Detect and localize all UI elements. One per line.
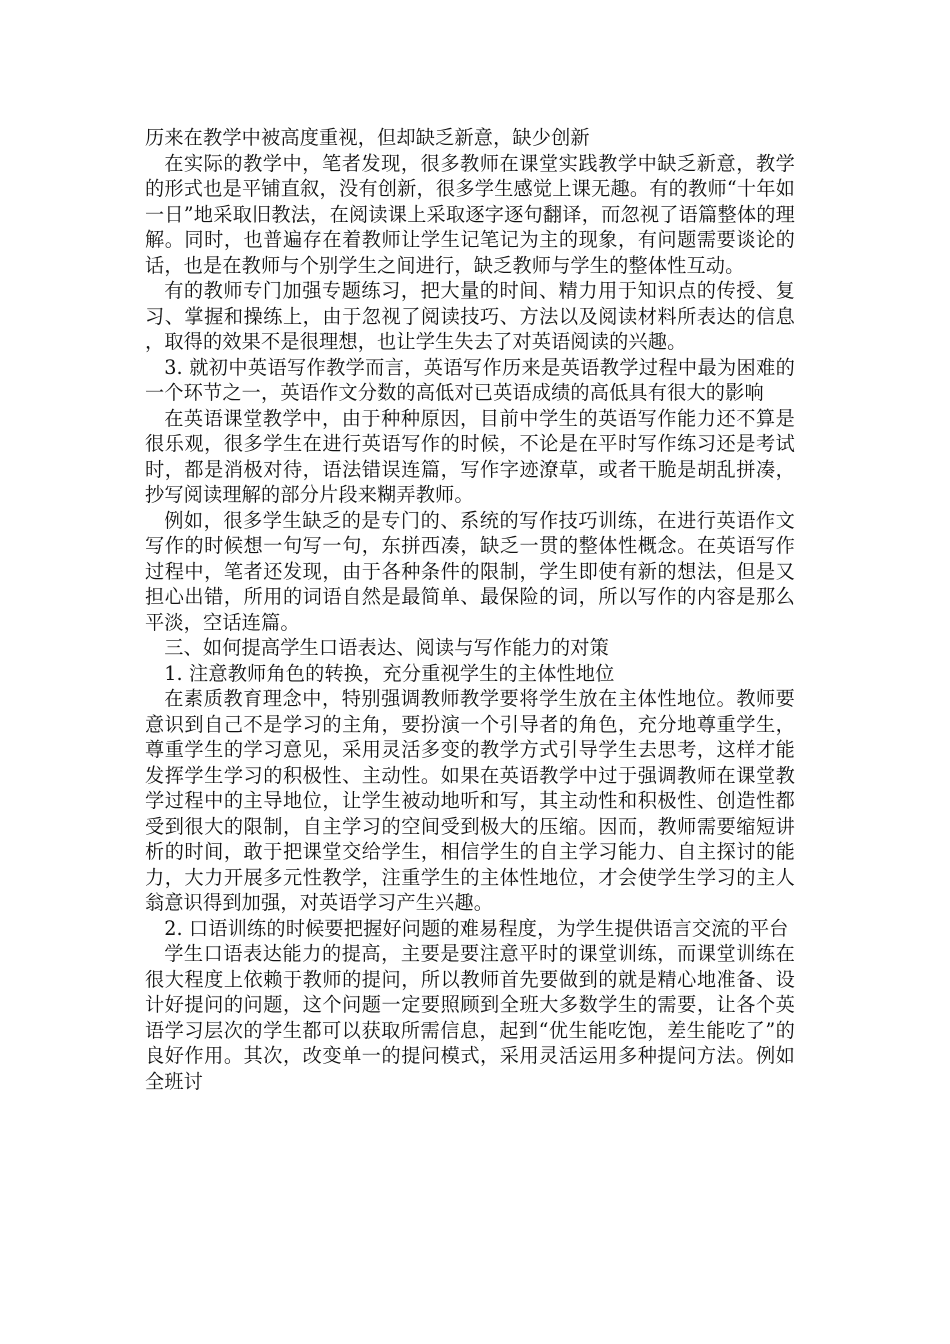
paragraph-3: 有的教师专门加强专题练习，把大量的时间、精力用于知识点的传授、复习、掌握和操练上，由于忽视了阅读技巧、方法以及阅读材料所表达的信息，取得的效果不是很理想，也让学生失去了对英语阅读的兴趣。 (145, 279, 795, 353)
section-heading: 三、如何提高学生口语表达、阅读与写作能力的对策 (164, 636, 609, 659)
subheading-1: 1. 注意教师角色的转换，充分重视学生的主体性地位 (164, 661, 615, 685)
subheading-2: 2. 口语训练的时候要把握好问题的难易程度，为学生提供语言交流的平台 (164, 916, 789, 940)
paragraph-5: 在英语课堂教学中，由于种种原因，目前中学生的英语写作能力还不算是很乐观，很多学生在进行英语写作的时候，不论是在平时写作练习还是考试时，都是消极对待，语法错误连篇，写作字迹潦草，或者干脆是胡乱拼凑，抄写阅读理解的部分片段来糊弄教师。 (145, 406, 795, 506)
paragraph-9: 在素质教育理念中，特别强调教师教学要将学生放在主体性地位。教师要意识到自己不是学习的主角，要扮演一个引导者的角色，充分地尊重学生，尊重学生的学习意见，采用灵活多变的教学方式引导学生去思考，这样才能发挥学生学习的积极性、主动性。如果在英语教学中过于强调教师在课堂教学过程中的主导地位，让学生被动地听和写，其主动性和积极性、创造性都受到很大的限制，自主学习的空间受到极大的压缩。因而，教师需要缩短讲析的时间，敢于把课堂交给学生，相信学生的自主学习能力、自主探讨的能力，大力开展多元性教学，注重学生的主体性地位，才会使学生学习的主人翁意识得到加强，对英语学习产生兴趣。 (145, 687, 795, 914)
document-body (145, 125, 795, 1094)
paragraph-1: 历来在教学中被高度重视，但却缺乏新意，缺少创新 (145, 126, 590, 149)
paragraph-4-heading: 3. 就初中英语写作教学而言，英语写作历来是英语教学过程中最为困难的一个环节之一，英语作文分数的高低对已英语成绩的高低具有很大的影响 (145, 355, 795, 404)
paragraph-2: 在实际的教学中，笔者发现，很多教师在课堂实践教学中缺乏新意，教学的形式也是平铺直叙，没有创新，很多学生感觉上课无趣。有的教师“十年如一日”地采取旧教法，在阅读课上采取逐字逐句翻译，而忽视了语篇整体的理解。同时，也普遍存在着教师让学生记笔记为主的现象，有问题需要谈论的话，也是在教师与个别学生之间进行，缺乏教师与学生的整体性互动。 (145, 151, 795, 277)
paragraph-11: 学生口语表达能力的提高，主要是要注意平时的课堂训练，而课堂训练在很大程度上依赖于教师的提问，所以教师首先要做到的就是精心地准备、设计好提问的问题，这个问题一定要照顾到全班大多数学生的需要，让各个英语学习层次的学生都可以获取所需信息，起到“优生能吃饱，差生能吃了”的良好作用。其次，改变单一的提问模式，采用灵活运用多种提问方法。例如全班讨 (145, 942, 795, 1093)
paragraph-6: 例如，很多学生缺乏的是专门的、系统的写作技巧训练，在进行英语作文写作的时候想一句写一句，东拼西凑，缺乏一贯的整体性概念。在英语写作过程中，笔者还发现，由于各种条件的限制，学生即使有新的想法，但是又担心出错，所用的词语自然是最简单、最保险的词，所以写作的内容是那么平淡，空话连篇。 (145, 508, 795, 634)
